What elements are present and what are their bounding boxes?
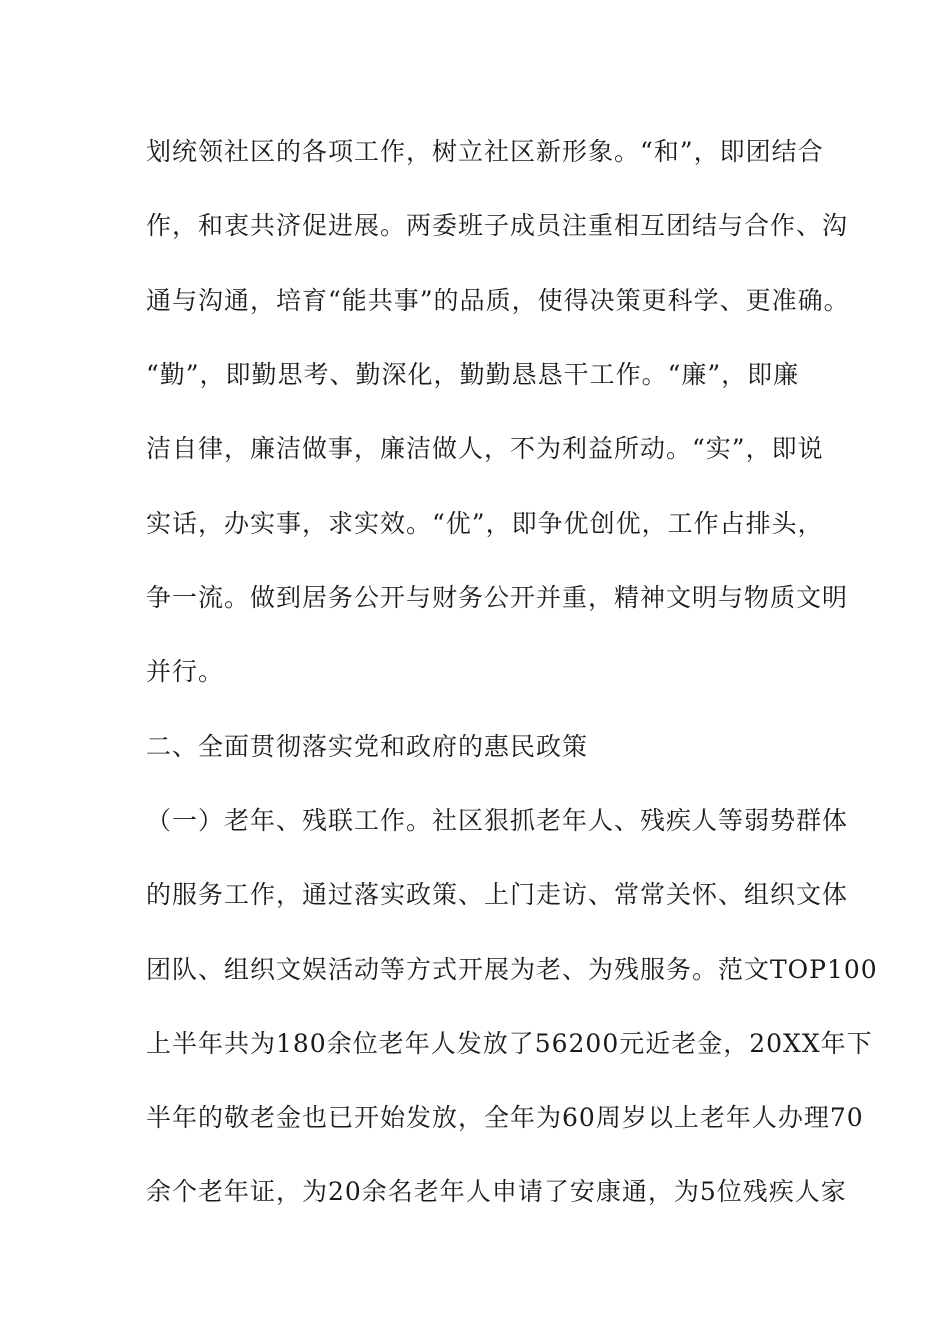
paragraph-line: 实话，办实事，求实效。“优”，即争优创优，工作占排头， [146, 509, 824, 538]
paragraph-line: 的服务工作，通过落实政策、上门走访、常常关怀、组织文体 [146, 880, 849, 909]
section-heading: 二、全面贯彻落实党和政府的惠民政策 [146, 732, 589, 761]
paragraph-line: 半年的敬老金也已开始发放，全年为60周岁以上老年人办理70 [146, 1103, 864, 1132]
paragraph-line: 通与沟通，培育“能共事”的品质，使得决策更科学、更准确。 [146, 286, 850, 315]
paragraph-line: 并行。 [146, 657, 225, 686]
paragraph-line: 团队、组织文娱活动等方式开展为老、为残服务。范文TOP100 [146, 955, 878, 984]
paragraph-line: 作，和衷共济促进展。两委班子成员注重相互团结与合作、沟 [146, 211, 849, 240]
paragraph-line: 洁自律，廉洁做事，廉洁做人，不为利益所动。“实”，即说 [146, 434, 824, 463]
paragraph-line: 上半年共为180余位老年人发放了56200元近老金，20XX年下 [146, 1029, 873, 1058]
paragraph-line: “勤”，即勤思考、勤深化，勤勤恳恳干工作。“廉”，即廉 [146, 360, 800, 389]
paragraph-line: 划统领社区的各项工作，树立社区新形象。“和”，即团结合 [146, 137, 824, 166]
paragraph-line: （一）老年、残联工作。社区狠抓老年人、残疾人等弱势群体 [146, 806, 849, 835]
paragraph-line: 余个老年证，为20余名老年人申请了安康通，为5位残疾人家 [146, 1177, 847, 1206]
paragraph-line: 争一流。做到居务公开与财务公开并重，精神文明与物质文明 [146, 583, 849, 612]
